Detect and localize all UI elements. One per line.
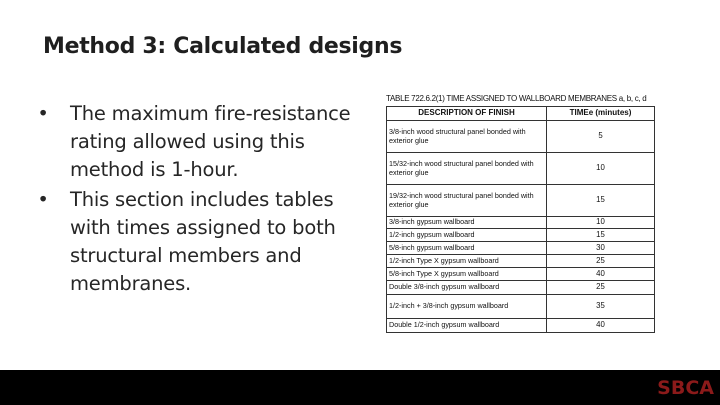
finish-description: 1/2-inch Type X gypsum wallboard xyxy=(387,255,547,268)
bullet-item xyxy=(33,100,373,184)
footer-bar xyxy=(0,370,720,405)
table-row xyxy=(387,185,655,217)
header-time: TIMEe (minutes) xyxy=(547,107,655,121)
table-row xyxy=(387,255,655,268)
finish-time: 5 xyxy=(547,121,655,153)
bullet-text: This section includes tables with times assigned to both structural members and membranes. xyxy=(70,188,336,295)
bullet-dot-icon: • xyxy=(37,188,49,211)
finish-time-table xyxy=(386,106,655,333)
sbca-logo: SBCA xyxy=(657,377,714,399)
finish-time: 15 xyxy=(547,229,655,242)
header-description: DESCRIPTION OF FINISH xyxy=(387,107,547,121)
finish-description: 19/32-inch wood structural panel bonded with exterior glue xyxy=(387,185,547,217)
table-header-row xyxy=(387,107,655,121)
table-row xyxy=(387,281,655,295)
finish-description: 1/2-inch + 3/8-inch gypsum wallboard xyxy=(387,295,547,319)
finish-description: Double 1/2-inch gypsum wallboard xyxy=(387,319,547,333)
table-row xyxy=(387,268,655,281)
finish-time: 40 xyxy=(547,268,655,281)
finish-time: 10 xyxy=(547,217,655,229)
table-row xyxy=(387,121,655,153)
finish-time: 15 xyxy=(547,185,655,217)
finish-time: 25 xyxy=(547,281,655,295)
finish-time: 10 xyxy=(547,153,655,185)
bullet-dot-icon: • xyxy=(37,102,49,125)
table-row xyxy=(387,242,655,255)
bullet-item xyxy=(33,186,373,298)
finish-description: 15/32-inch wood structural panel bonded with exterior glue xyxy=(387,153,547,185)
finish-description: 3/8-inch gypsum wallboard xyxy=(387,217,547,229)
table-row xyxy=(387,229,655,242)
table-caption: TABLE 722.6.2(1) TIME ASSIGNED TO WALLBOARD MEMBRANES a, b, c, d xyxy=(386,94,647,103)
table-row xyxy=(387,217,655,229)
finish-description: 1/2-inch gypsum wallboard xyxy=(387,229,547,242)
finish-description: 5/8-inch gypsum wallboard xyxy=(387,242,547,255)
slide-title: Method 3: Calculated designs xyxy=(43,34,403,59)
finish-description: Double 3/8-inch gypsum wallboard xyxy=(387,281,547,295)
finish-description: 3/8-inch wood structural panel bonded with exterior glue xyxy=(387,121,547,153)
table-row xyxy=(387,319,655,333)
bullet-list xyxy=(33,100,373,300)
bullet-text: The maximum fire-resistance rating allowed using this method is 1-hour. xyxy=(70,102,351,181)
finish-time: 35 xyxy=(547,295,655,319)
finish-time: 25 xyxy=(547,255,655,268)
finish-time: 30 xyxy=(547,242,655,255)
wallboard-time-table xyxy=(386,92,663,360)
table-row xyxy=(387,153,655,185)
table-row xyxy=(387,295,655,319)
finish-time: 40 xyxy=(547,319,655,333)
finish-description: 5/8-inch Type X gypsum wallboard xyxy=(387,268,547,281)
